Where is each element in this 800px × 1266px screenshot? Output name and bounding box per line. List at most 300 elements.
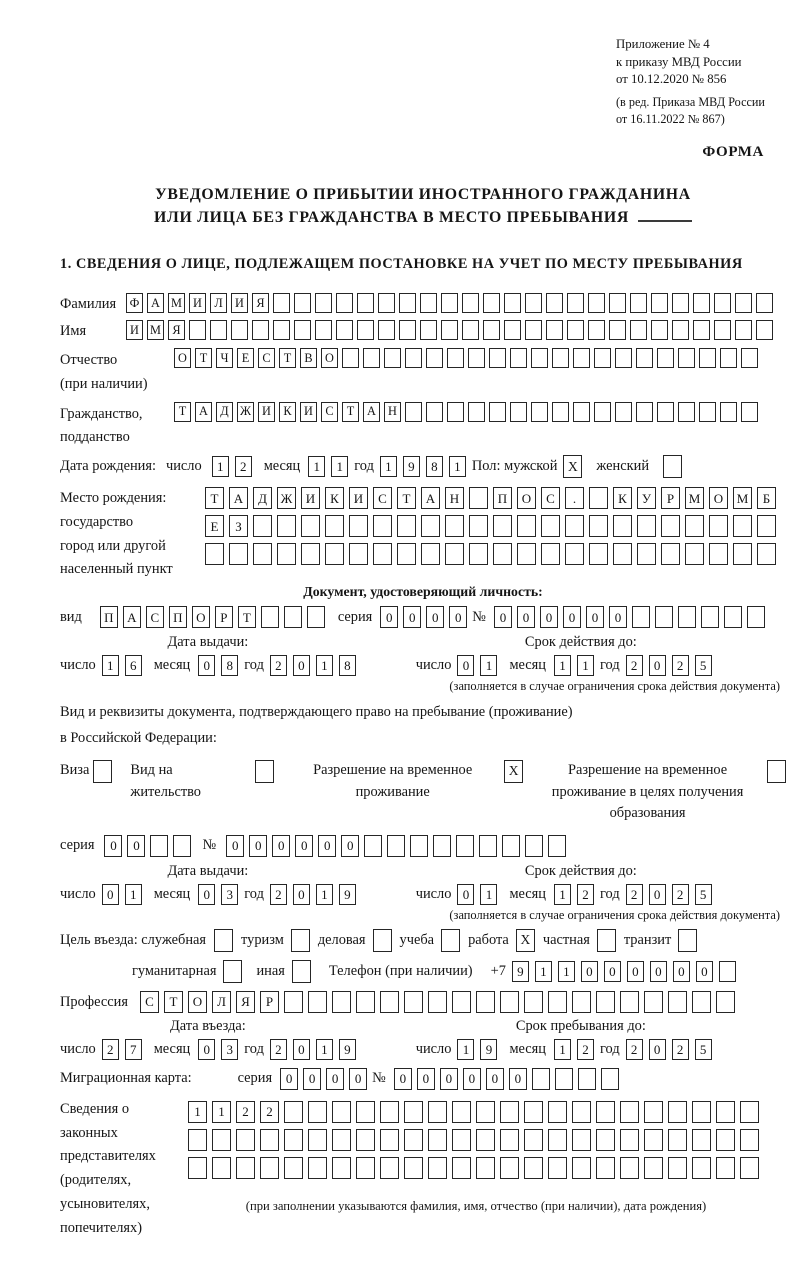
char-cell[interactable]: С <box>373 487 392 509</box>
residence-series-cells[interactable] <box>104 835 196 857</box>
char-cell[interactable] <box>567 293 584 313</box>
char-cell[interactable]: 9 <box>480 1039 497 1060</box>
char-cell[interactable] <box>613 543 632 565</box>
char-cell[interactable] <box>447 402 464 422</box>
char-cell[interactable] <box>692 991 711 1013</box>
char-cell[interactable]: 0 <box>563 606 581 628</box>
char-cell[interactable] <box>462 320 479 340</box>
char-cell[interactable] <box>572 1129 591 1151</box>
char-cell[interactable]: 1 <box>125 884 142 905</box>
char-cell[interactable] <box>405 402 422 422</box>
char-cell[interactable] <box>548 1129 567 1151</box>
char-cell[interactable] <box>452 1129 471 1151</box>
char-cell[interactable]: П <box>100 606 118 628</box>
char-cell[interactable] <box>701 606 719 628</box>
stay-day-cells[interactable] <box>457 1039 503 1060</box>
char-cell[interactable]: 1 <box>480 655 497 676</box>
birthdate-month-cells[interactable] <box>308 456 354 477</box>
char-cell[interactable]: И <box>189 293 206 313</box>
char-cell[interactable] <box>661 515 680 537</box>
char-cell[interactable]: 0 <box>127 835 145 857</box>
char-cell[interactable] <box>524 1157 543 1179</box>
char-cell[interactable] <box>510 402 527 422</box>
char-cell[interactable] <box>420 293 437 313</box>
char-cell[interactable] <box>253 543 272 565</box>
char-cell[interactable]: 1 <box>331 456 348 477</box>
char-cell[interactable] <box>426 348 443 368</box>
char-cell[interactable] <box>546 293 563 313</box>
char-cell[interactable]: Н <box>384 402 401 422</box>
char-cell[interactable] <box>692 1129 711 1151</box>
char-cell[interactable]: 0 <box>102 884 119 905</box>
char-cell[interactable] <box>428 991 447 1013</box>
char-cell[interactable] <box>308 1101 327 1123</box>
char-cell[interactable] <box>620 1157 639 1179</box>
char-cell[interactable] <box>615 348 632 368</box>
citizenship-cells[interactable] <box>174 402 762 422</box>
birthplace-cells-row1[interactable] <box>205 487 781 509</box>
char-cell[interactable] <box>236 1129 255 1151</box>
char-cell[interactable] <box>336 320 353 340</box>
char-cell[interactable] <box>420 320 437 340</box>
residence-permit-checkbox[interactable] <box>255 760 274 783</box>
char-cell[interactable] <box>447 348 464 368</box>
char-cell[interactable] <box>525 835 543 857</box>
char-cell[interactable]: В <box>300 348 317 368</box>
char-cell[interactable]: М <box>168 293 185 313</box>
char-cell[interactable]: 0 <box>318 835 336 857</box>
char-cell[interactable]: 5 <box>695 884 712 905</box>
char-cell[interactable]: Т <box>195 348 212 368</box>
char-cell[interactable] <box>188 1129 207 1151</box>
char-cell[interactable] <box>373 543 392 565</box>
char-cell[interactable]: 2 <box>577 884 594 905</box>
char-cell[interactable] <box>615 402 632 422</box>
char-cell[interactable]: 1 <box>554 1039 571 1060</box>
char-cell[interactable]: 0 <box>341 835 359 857</box>
char-cell[interactable] <box>325 515 344 537</box>
char-cell[interactable] <box>253 515 272 537</box>
char-cell[interactable] <box>357 320 374 340</box>
char-cell[interactable] <box>709 515 728 537</box>
char-cell[interactable] <box>342 348 359 368</box>
char-cell[interactable]: 0 <box>403 606 421 628</box>
char-cell[interactable] <box>452 1157 471 1179</box>
char-cell[interactable] <box>489 348 506 368</box>
char-cell[interactable] <box>188 1157 207 1179</box>
char-cell[interactable]: Б <box>757 487 776 509</box>
char-cell[interactable] <box>555 1068 573 1090</box>
char-cell[interactable]: И <box>301 487 320 509</box>
purpose-transit-checkbox[interactable] <box>678 929 697 952</box>
char-cell[interactable] <box>510 348 527 368</box>
char-cell[interactable] <box>500 1157 519 1179</box>
char-cell[interactable] <box>489 402 506 422</box>
birthplace-cells-row2[interactable] <box>205 515 781 537</box>
char-cell[interactable] <box>572 1157 591 1179</box>
char-cell[interactable] <box>356 991 375 1013</box>
char-cell[interactable]: Е <box>205 515 224 537</box>
char-cell[interactable] <box>301 543 320 565</box>
char-cell[interactable]: 1 <box>535 961 552 982</box>
char-cell[interactable] <box>548 835 566 857</box>
char-cell[interactable]: М <box>147 320 164 340</box>
char-cell[interactable]: 1 <box>577 655 594 676</box>
char-cell[interactable] <box>716 1101 735 1123</box>
char-cell[interactable]: 0 <box>295 835 313 857</box>
firstname-cells[interactable] <box>126 320 777 340</box>
char-cell[interactable]: 0 <box>272 835 290 857</box>
char-cell[interactable] <box>387 835 405 857</box>
char-cell[interactable]: 3 <box>221 884 238 905</box>
purpose-humanitarian-checkbox[interactable] <box>223 960 242 983</box>
char-cell[interactable] <box>404 1101 423 1123</box>
char-cell[interactable] <box>356 1101 375 1123</box>
char-cell[interactable] <box>644 1157 663 1179</box>
char-cell[interactable] <box>441 293 458 313</box>
char-cell[interactable] <box>678 348 695 368</box>
char-cell[interactable]: 0 <box>303 1068 321 1090</box>
char-cell[interactable] <box>210 320 227 340</box>
char-cell[interactable]: А <box>123 606 141 628</box>
char-cell[interactable] <box>476 1129 495 1151</box>
char-cell[interactable]: 8 <box>221 655 238 676</box>
char-cell[interactable] <box>410 835 428 857</box>
char-cell[interactable] <box>588 320 605 340</box>
char-cell[interactable]: 0 <box>649 884 666 905</box>
char-cell[interactable] <box>589 543 608 565</box>
char-cell[interactable]: О <box>174 348 191 368</box>
migration-number-cells[interactable] <box>394 1068 624 1090</box>
char-cell[interactable]: З <box>229 515 248 537</box>
char-cell[interactable]: 0 <box>394 1068 412 1090</box>
char-cell[interactable]: Р <box>661 487 680 509</box>
char-cell[interactable]: С <box>140 991 159 1013</box>
char-cell[interactable]: Р <box>260 991 279 1013</box>
char-cell[interactable] <box>716 991 735 1013</box>
char-cell[interactable] <box>502 835 520 857</box>
char-cell[interactable] <box>500 991 519 1013</box>
char-cell[interactable]: 0 <box>604 961 621 982</box>
char-cell[interactable] <box>609 293 626 313</box>
char-cell[interactable]: 2 <box>626 655 643 676</box>
char-cell[interactable] <box>572 1101 591 1123</box>
char-cell[interactable] <box>493 515 512 537</box>
char-cell[interactable] <box>524 1101 543 1123</box>
char-cell[interactable]: К <box>279 402 296 422</box>
char-cell[interactable] <box>356 1129 375 1151</box>
char-cell[interactable] <box>452 991 471 1013</box>
char-cell[interactable] <box>308 1129 327 1151</box>
doc-valid-month-cells[interactable] <box>554 655 600 676</box>
char-cell[interactable]: 0 <box>198 1039 215 1060</box>
sex-male-checkbox[interactable]: X <box>563 455 582 478</box>
char-cell[interactable] <box>594 348 611 368</box>
char-cell[interactable]: 0 <box>586 606 604 628</box>
char-cell[interactable] <box>332 1101 351 1123</box>
char-cell[interactable] <box>524 1129 543 1151</box>
char-cell[interactable] <box>325 543 344 565</box>
char-cell[interactable] <box>504 320 521 340</box>
char-cell[interactable]: 0 <box>326 1068 344 1090</box>
char-cell[interactable] <box>657 348 674 368</box>
purpose-tourism-checkbox[interactable] <box>291 929 310 952</box>
char-cell[interactable]: 0 <box>494 606 512 628</box>
char-cell[interactable] <box>301 515 320 537</box>
char-cell[interactable]: 2 <box>626 884 643 905</box>
char-cell[interactable]: И <box>349 487 368 509</box>
char-cell[interactable] <box>433 835 451 857</box>
char-cell[interactable]: Т <box>164 991 183 1013</box>
char-cell[interactable] <box>229 543 248 565</box>
patronymic-cells[interactable] <box>174 348 762 368</box>
char-cell[interactable] <box>445 515 464 537</box>
char-cell[interactable] <box>541 515 560 537</box>
char-cell[interactable] <box>546 320 563 340</box>
char-cell[interactable]: Ж <box>237 402 254 422</box>
char-cell[interactable]: П <box>169 606 187 628</box>
char-cell[interactable]: Н <box>445 487 464 509</box>
char-cell[interactable] <box>236 1157 255 1179</box>
temp-residence-education-checkbox[interactable] <box>767 760 786 783</box>
char-cell[interactable] <box>661 543 680 565</box>
char-cell[interactable] <box>294 320 311 340</box>
char-cell[interactable]: 1 <box>316 1039 333 1060</box>
char-cell[interactable] <box>332 1157 351 1179</box>
char-cell[interactable] <box>596 1129 615 1151</box>
char-cell[interactable] <box>620 1129 639 1151</box>
char-cell[interactable] <box>756 293 773 313</box>
char-cell[interactable]: Т <box>342 402 359 422</box>
char-cell[interactable] <box>277 543 296 565</box>
char-cell[interactable]: 1 <box>554 884 571 905</box>
char-cell[interactable]: И <box>231 293 248 313</box>
char-cell[interactable] <box>428 1129 447 1151</box>
char-cell[interactable]: 0 <box>226 835 244 857</box>
char-cell[interactable]: 2 <box>102 1039 119 1060</box>
char-cell[interactable] <box>531 402 548 422</box>
char-cell[interactable]: 2 <box>270 655 287 676</box>
char-cell[interactable] <box>651 320 668 340</box>
char-cell[interactable] <box>284 1129 303 1151</box>
char-cell[interactable] <box>589 515 608 537</box>
char-cell[interactable]: О <box>188 991 207 1013</box>
char-cell[interactable]: 2 <box>672 655 689 676</box>
purpose-study-checkbox[interactable] <box>441 929 460 952</box>
char-cell[interactable]: К <box>325 487 344 509</box>
char-cell[interactable] <box>573 402 590 422</box>
char-cell[interactable]: 1 <box>212 1101 231 1123</box>
char-cell[interactable] <box>476 1101 495 1123</box>
char-cell[interactable]: 0 <box>517 606 535 628</box>
char-cell[interactable]: А <box>421 487 440 509</box>
doc-number-cells[interactable] <box>494 606 770 628</box>
char-cell[interactable] <box>399 293 416 313</box>
char-cell[interactable] <box>651 293 668 313</box>
char-cell[interactable] <box>632 606 650 628</box>
char-cell[interactable]: 0 <box>417 1068 435 1090</box>
char-cell[interactable] <box>699 402 716 422</box>
char-cell[interactable] <box>500 1101 519 1123</box>
char-cell[interactable]: 1 <box>457 1039 474 1060</box>
char-cell[interactable] <box>294 293 311 313</box>
char-cell[interactable] <box>524 991 543 1013</box>
char-cell[interactable] <box>189 320 206 340</box>
char-cell[interactable]: А <box>229 487 248 509</box>
char-cell[interactable]: 0 <box>293 1039 310 1060</box>
residence-valid-month-cells[interactable] <box>554 884 600 905</box>
char-cell[interactable]: 0 <box>380 606 398 628</box>
char-cell[interactable]: Я <box>236 991 255 1013</box>
char-cell[interactable] <box>740 1129 759 1151</box>
char-cell[interactable]: 0 <box>581 961 598 982</box>
char-cell[interactable]: Р <box>215 606 233 628</box>
char-cell[interactable] <box>380 1157 399 1179</box>
char-cell[interactable] <box>693 320 710 340</box>
char-cell[interactable]: Я <box>168 320 185 340</box>
char-cell[interactable] <box>173 835 191 857</box>
char-cell[interactable] <box>273 320 290 340</box>
char-cell[interactable] <box>231 320 248 340</box>
char-cell[interactable]: 0 <box>449 606 467 628</box>
char-cell[interactable]: 0 <box>280 1068 298 1090</box>
char-cell[interactable]: 0 <box>198 884 215 905</box>
residence-number-cells[interactable] <box>226 835 571 857</box>
char-cell[interactable] <box>532 1068 550 1090</box>
char-cell[interactable] <box>421 543 440 565</box>
char-cell[interactable] <box>380 1129 399 1151</box>
char-cell[interactable] <box>525 293 542 313</box>
char-cell[interactable] <box>709 543 728 565</box>
char-cell[interactable]: 1 <box>558 961 575 982</box>
char-cell[interactable] <box>636 348 653 368</box>
char-cell[interactable] <box>373 515 392 537</box>
char-cell[interactable] <box>657 402 674 422</box>
char-cell[interactable] <box>637 543 656 565</box>
char-cell[interactable] <box>397 515 416 537</box>
char-cell[interactable] <box>441 320 458 340</box>
char-cell[interactable] <box>397 543 416 565</box>
surname-cells[interactable] <box>126 293 777 313</box>
char-cell[interactable] <box>741 402 758 422</box>
visa-checkbox[interactable] <box>93 760 112 783</box>
char-cell[interactable]: Л <box>210 293 227 313</box>
char-cell[interactable] <box>655 606 673 628</box>
char-cell[interactable] <box>740 1157 759 1179</box>
char-cell[interactable] <box>426 402 443 422</box>
char-cell[interactable] <box>620 991 639 1013</box>
char-cell[interactable]: 7 <box>125 1039 142 1060</box>
char-cell[interactable] <box>315 293 332 313</box>
char-cell[interactable] <box>757 543 776 565</box>
char-cell[interactable] <box>336 293 353 313</box>
char-cell[interactable] <box>668 1129 687 1151</box>
char-cell[interactable]: А <box>147 293 164 313</box>
residence-issue-day-cells[interactable] <box>102 884 148 905</box>
purpose-official-checkbox[interactable] <box>214 929 233 952</box>
char-cell[interactable]: И <box>258 402 275 422</box>
char-cell[interactable]: . <box>565 487 584 509</box>
char-cell[interactable]: 0 <box>673 961 690 982</box>
char-cell[interactable] <box>685 515 704 537</box>
char-cell[interactable]: 1 <box>480 884 497 905</box>
char-cell[interactable] <box>716 1157 735 1179</box>
char-cell[interactable]: 0 <box>293 884 310 905</box>
char-cell[interactable] <box>733 543 752 565</box>
char-cell[interactable] <box>525 320 542 340</box>
char-cell[interactable] <box>552 348 569 368</box>
purpose-business-checkbox[interactable] <box>373 929 392 952</box>
char-cell[interactable] <box>357 293 374 313</box>
char-cell[interactable] <box>517 543 536 565</box>
char-cell[interactable] <box>462 293 479 313</box>
char-cell[interactable] <box>637 515 656 537</box>
char-cell[interactable]: М <box>733 487 752 509</box>
phone-cells[interactable] <box>512 961 742 982</box>
char-cell[interactable]: И <box>126 320 143 340</box>
char-cell[interactable] <box>500 1129 519 1151</box>
char-cell[interactable] <box>668 991 687 1013</box>
char-cell[interactable] <box>483 320 500 340</box>
char-cell[interactable]: 8 <box>339 655 356 676</box>
char-cell[interactable]: 2 <box>626 1039 643 1060</box>
char-cell[interactable] <box>469 543 488 565</box>
char-cell[interactable] <box>332 991 351 1013</box>
char-cell[interactable] <box>452 1101 471 1123</box>
char-cell[interactable] <box>757 515 776 537</box>
char-cell[interactable]: О <box>321 348 338 368</box>
char-cell[interactable] <box>307 606 325 628</box>
char-cell[interactable] <box>613 515 632 537</box>
char-cell[interactable]: 1 <box>308 456 325 477</box>
char-cell[interactable] <box>609 320 626 340</box>
char-cell[interactable] <box>644 1101 663 1123</box>
char-cell[interactable] <box>573 348 590 368</box>
char-cell[interactable] <box>315 320 332 340</box>
char-cell[interactable]: 2 <box>270 1039 287 1060</box>
char-cell[interactable] <box>699 348 716 368</box>
char-cell[interactable]: 1 <box>554 655 571 676</box>
char-cell[interactable] <box>517 515 536 537</box>
char-cell[interactable]: 0 <box>463 1068 481 1090</box>
char-cell[interactable]: Д <box>253 487 272 509</box>
char-cell[interactable] <box>668 1157 687 1179</box>
char-cell[interactable] <box>378 320 395 340</box>
representatives-cells-row2[interactable] <box>188 1129 764 1151</box>
char-cell[interactable]: П <box>493 487 512 509</box>
stay-month-cells[interactable] <box>554 1039 600 1060</box>
char-cell[interactable]: С <box>541 487 560 509</box>
char-cell[interactable]: 0 <box>293 655 310 676</box>
char-cell[interactable] <box>720 402 737 422</box>
char-cell[interactable]: С <box>146 606 164 628</box>
representatives-cells-row1[interactable] <box>188 1101 764 1123</box>
char-cell[interactable] <box>476 991 495 1013</box>
char-cell[interactable] <box>692 1101 711 1123</box>
char-cell[interactable] <box>380 991 399 1013</box>
char-cell[interactable] <box>252 320 269 340</box>
char-cell[interactable] <box>685 543 704 565</box>
char-cell[interactable] <box>756 320 773 340</box>
char-cell[interactable] <box>692 1157 711 1179</box>
char-cell[interactable] <box>205 543 224 565</box>
char-cell[interactable]: К <box>613 487 632 509</box>
entry-year-cells[interactable] <box>270 1039 362 1060</box>
char-cell[interactable]: 2 <box>672 1039 689 1060</box>
residence-issue-month-cells[interactable] <box>198 884 244 905</box>
char-cell[interactable] <box>531 348 548 368</box>
char-cell[interactable]: 0 <box>249 835 267 857</box>
